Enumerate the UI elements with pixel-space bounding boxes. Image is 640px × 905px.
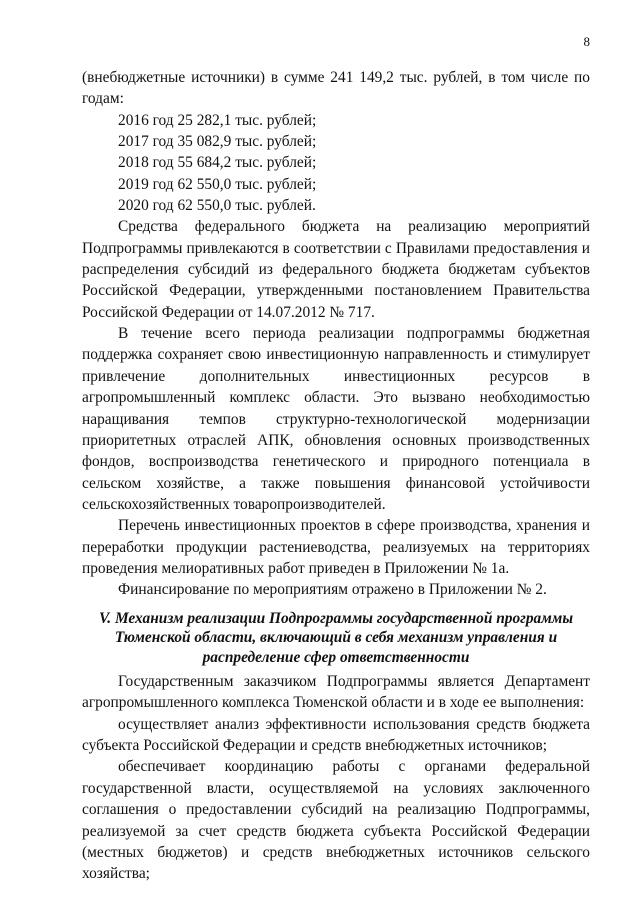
list-item-2018: 2018 год 55 684,2 тыс. рублей; [118,154,317,172]
page-number: 8 [583,34,590,49]
paragraph-funding-intro: (внебюджетные источники) в сумме 241 149,2 тыс. рублей, в том числе по годам: [82,69,590,108]
paragraph-federal-funds: Средства федерального бюджета на реализацию мероприятий Подпрограммы привлекаются в соответствии с Правилами предоставления и распределения субсидий из федерального бюджета бюджетам субъектов Российской Федерации, утвержденными постановлением Правительства Российской Федерации от 14.07.2012 № 717. [82,218,590,321]
paragraph-coordination: обеспечивает координацию работы с органами федеральной государственной власти, осуществляемой на условиях заключенного соглашения о предоставлении субсидий на реализацию Подпрограммы, реализуемой за счет средств бюджета субъекта Российской Федерации (местных бюджетов) и средств внебюджетных источников сельского хозяйства; [82,758,590,883]
paragraph-efficiency-analysis: осуществляет анализ эффективности использования средств бюджета субъекта Российской Федерации и средств внебюджетных источников; [82,715,590,755]
paragraph-financing-reference: Финансирование по мероприятиям отражено в Приложении № 2. [118,581,547,599]
paragraph-state-customer: Государственным заказчиком Подпрограммы является Департамент агропромышленного комплекса Тюменской области и в ходе ее выполнения: [82,673,590,712]
list-item-2020: 2020 год 62 550,0 тыс. рублей. [118,197,316,215]
list-item-2017: 2017 год 35 082,9 тыс. рублей; [118,133,317,151]
paragraph-investment-projects: Перечень инвестиционных проектов в сфере производства, хранения и переработки продукции растениеводства, реализуемых на территориях проведения мелиоративных работ приведен в Приложении № 1а. [82,517,590,577]
paragraph-budget-support: В течение всего периода реализации подпрограммы бюджетная поддержка сохраняет свою инвестиционную направленность и стимулирует привлечение дополнительных инвестиционных ресурсов в агропромышленный комплекс области. Это вызвано необходимостью наращивания темпов структурно-технологической модернизации приоритетных отраслей АПК, обновления основных производственных фондов, воспроизводства генетического и природного потенциала в сельском хозяйстве, а также повышения финансовой устойчивости сельскохозяйственных товаропроизводителей. [82,325,590,513]
document-body [82,67,590,885]
list-item-2019: 2019 год 62 550,0 тыс. рублей; [118,175,317,193]
list-item-2016: 2016 год 25 282,1 тыс. рублей; [118,111,317,129]
funding-by-year-list [82,110,590,217]
section-heading: V. Механизм реализации Подпрограммы государственной программы Тюменской области, включающий в себя механизм управления и распределение сфер ответственности [98,609,574,666]
